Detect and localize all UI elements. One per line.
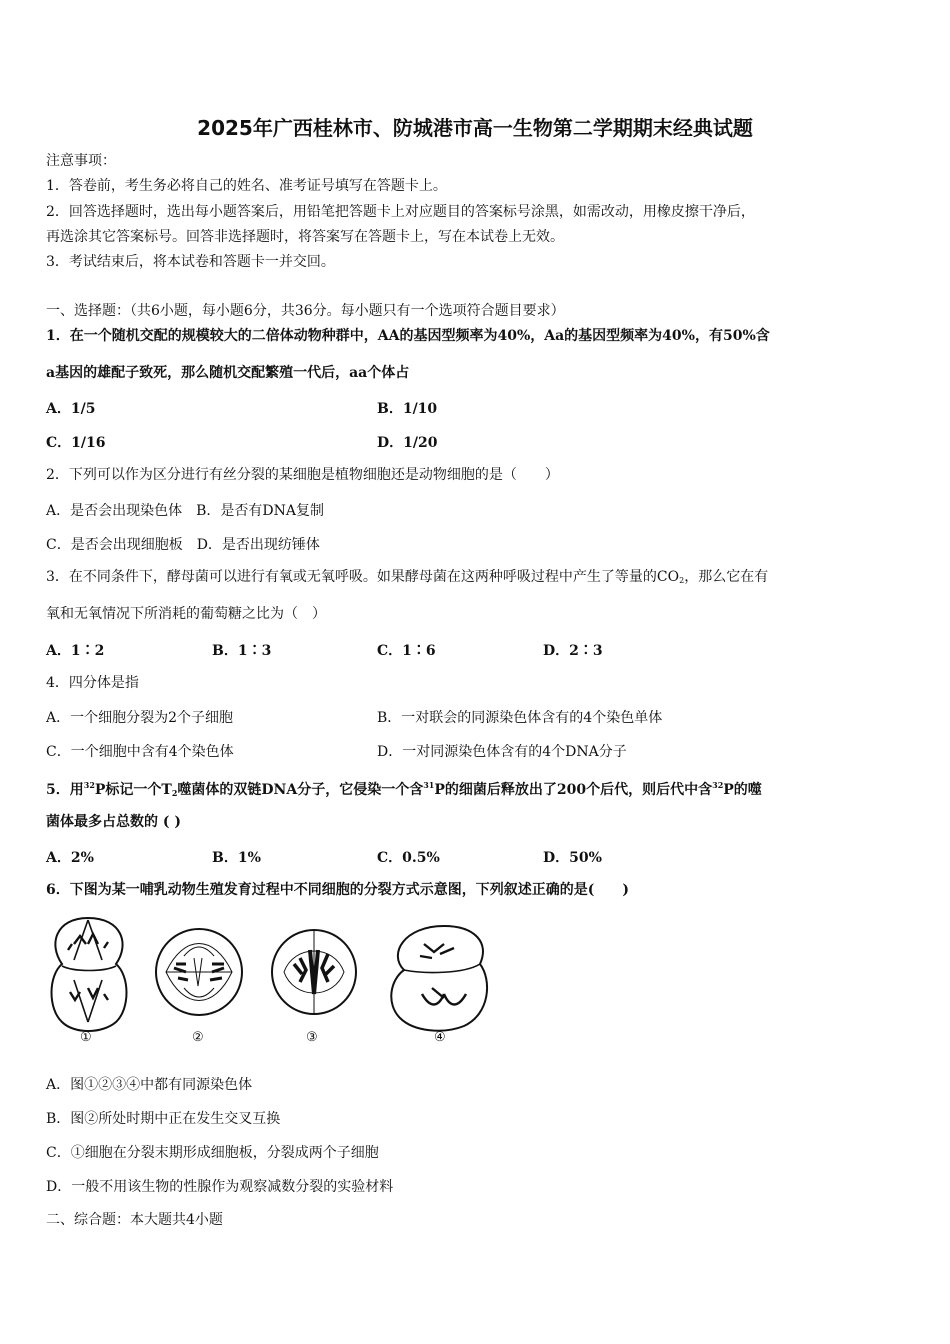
option-a: A．图①②③④中都有同源染色体 <box>46 1077 253 1093</box>
cell-division-figure <box>44 914 494 1054</box>
options-ab: A．是否会出现染色体 B．是否有DNA复制 <box>46 503 324 519</box>
option-d: D．2∶3 <box>543 643 603 659</box>
option-b: B．1% <box>212 850 261 866</box>
option-b: B．1/10 <box>377 401 438 417</box>
figure-label-3: ③ <box>306 1030 318 1045</box>
option-b: B．一对联会的同源染色体含有的4个染色单体 <box>377 710 663 726</box>
section-heading: 二、综合题：本大题共4小题 <box>46 1212 223 1228</box>
cell-4-drawing <box>391 926 487 1031</box>
q5-text: P的噬 <box>723 782 762 798</box>
option-d: D．1/20 <box>377 435 438 451</box>
cell-1-drawing <box>52 918 127 1031</box>
question-6-stem: 6．下图为某一哺乳动物生殖发育过程中不同细胞的分裂方式示意图，下列叙述正确的是( ) <box>46 882 629 898</box>
q3-sub: 2 <box>679 576 685 585</box>
q5-sup: 32 <box>83 780 95 790</box>
notice-item: 2．回答选择题时，选出每小题答案后，用铅笔把答题卡上对应题目的答案标号涂黑，如需改动，用橡皮擦干净后， <box>46 204 755 220</box>
notice-item: 1．答卷前，考生务必将自己的姓名、准考证号填写在答题卡上。 <box>46 178 447 194</box>
notice-item: 再选涂其它答案标号。回答非选择题时，将答案写在答题卡上，写在本试卷上无效。 <box>46 229 564 245</box>
option-c: C．0.5% <box>377 850 440 866</box>
q5-text: P标记一个T <box>94 782 172 798</box>
option-c: C．①细胞在分裂末期形成细胞板，分裂成两个子细胞 <box>46 1145 379 1161</box>
notice-heading: 注意事项： <box>46 153 116 169</box>
q5-text: 5．用 <box>46 782 84 798</box>
option-c: C．1/16 <box>46 435 106 451</box>
q5-text: 噬菌体的双链DNA分子，它侵染一个含 <box>177 782 424 798</box>
q5-sup: 31 <box>423 780 435 790</box>
q5-sup: 32 <box>712 780 724 790</box>
q3-text: 3．在不同条件下，酵母菌可以进行有氧或无氧呼吸。如果酵母菌在这两种呼吸过程中产生了等量的CO <box>46 569 680 585</box>
question-4-stem: 4．四分体是指 <box>46 675 139 691</box>
option-a: A．2% <box>46 850 94 866</box>
q3-text-b: ，那么它在有 <box>684 569 769 585</box>
question-5-stem <box>46 776 762 802</box>
section-heading: 一、选择题：（共6小题，每小题6分，共36分。每小题只有一个选项符合题目要求） <box>46 303 565 319</box>
cell-3-drawing <box>272 930 356 1014</box>
option-a: A．1/5 <box>46 401 96 417</box>
question-2-stem: 2．下列可以作为区分进行有丝分裂的某细胞是植物细胞还是动物细胞的是（ ） <box>46 467 559 483</box>
option-d: D．50% <box>543 850 602 866</box>
page-title: 2025年广西桂林市、防城港市高一生物第二学期期末经典试题 <box>197 116 753 140</box>
figure-label-4: ④ <box>434 1030 446 1045</box>
question-5-stem-cont: 菌体最多占总数的 ( ) <box>46 814 181 830</box>
figure-label-2: ② <box>192 1030 204 1045</box>
option-b: B．图②所处时期中正在发生交叉互换 <box>46 1111 281 1127</box>
option-a: A．1∶2 <box>46 643 105 659</box>
q5-sub: 2 <box>171 788 178 798</box>
option-b: B．1∶3 <box>212 643 272 659</box>
option-a: A．一个细胞分裂为2个子细胞 <box>46 710 234 726</box>
question-1-stem: 1．在一个随机交配的规模较大的二倍体动物种群中，AA的基因型频率为40%，Aa的基因型频率为40%，有50%含 <box>46 328 770 344</box>
option-d: D．一般不用该生物的性腺作为观察减数分裂的实验材料 <box>46 1179 394 1195</box>
option-d: D．一对同源染色体含有的4个DNA分子 <box>377 744 627 760</box>
option-c: C．1∶6 <box>377 643 436 659</box>
question-1-stem-cont: a基因的雄配子致死，那么随机交配繁殖一代后，aa个体占 <box>46 365 410 381</box>
question-3-stem <box>46 568 768 590</box>
notice-item: 3．考试结束后，将本试卷和答题卡一并交回。 <box>46 254 335 270</box>
question-3-stem-cont: 氧和无氧情况下所消耗的葡萄糖之比为（ ） <box>46 606 326 622</box>
cell-2-drawing <box>156 929 242 1015</box>
options-cd: C．是否会出现细胞板 D．是否出现纺锤体 <box>46 537 320 553</box>
option-c: C．一个细胞中含有4个染色体 <box>46 744 234 760</box>
figure-label-1: ① <box>80 1030 92 1045</box>
q5-text: P的细菌后释放出了200个后代，则后代中含 <box>434 782 713 798</box>
